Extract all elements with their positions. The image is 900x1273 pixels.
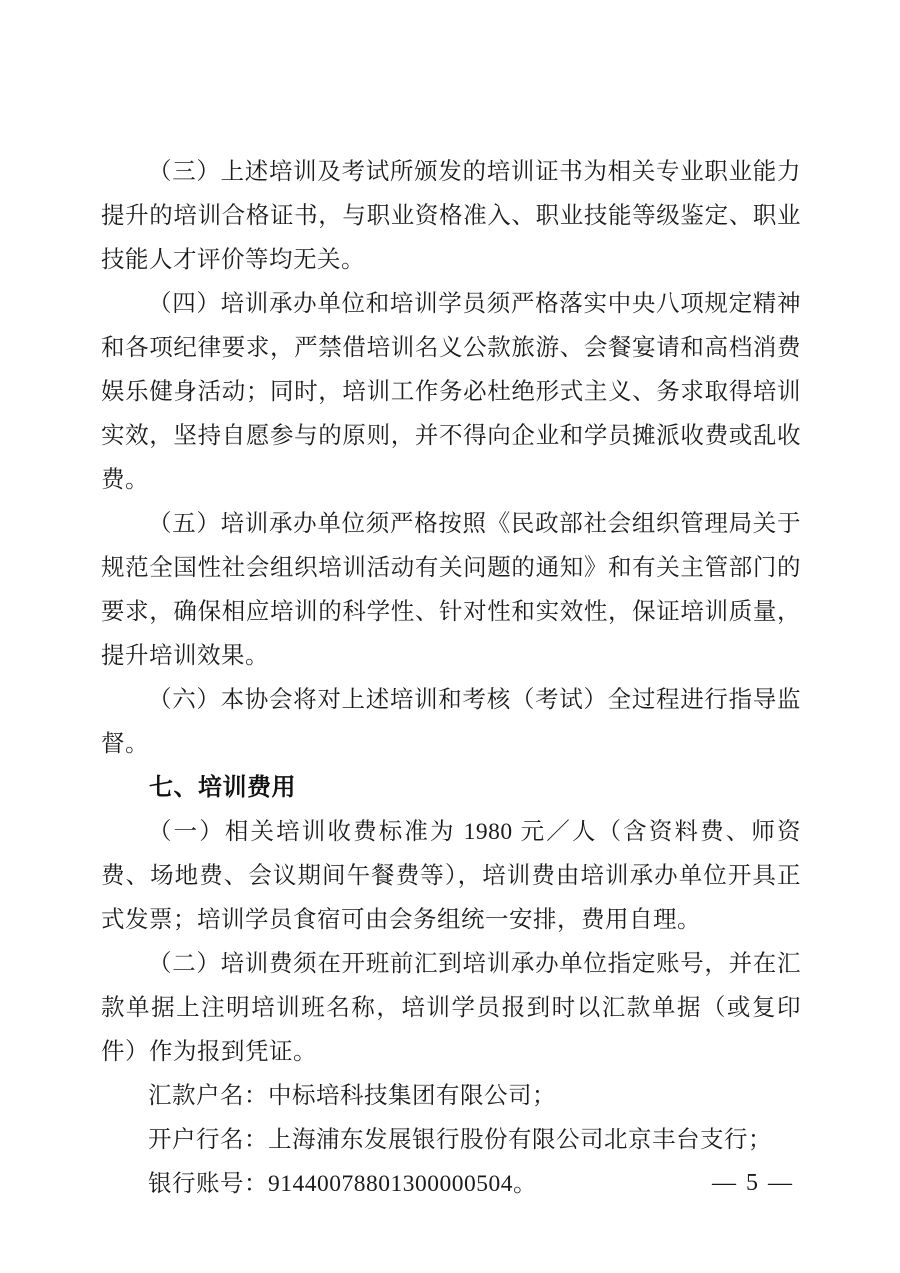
remittance-bank-name-line: 开户行名：上海浦东发展银行股份有限公司北京丰台支行； xyxy=(148,1127,772,1153)
paragraph-item-6-supervision: （六）本协会将对上述培训和考核（考试）全过程进行指导监督。 xyxy=(101,687,801,757)
paragraph-payment-instructions: （二）培训费须在开班前汇到培训承办单位指定账号，并在汇款单据上注明培训班名称，培训学员报到时以汇款单据（或复印件）作为报到凭证。 xyxy=(101,951,801,1065)
page-number: — 5 — xyxy=(712,1170,794,1196)
document-body xyxy=(101,150,801,1206)
paragraph-fee-standard: （一）相关培训收费标准为 1980 元／人（含资料费、师资费、场地费、会议期间午餐费等），培训费由培训承办单位开具正式发票；培训学员食宿可由会务组统一安排，费用自理。 xyxy=(101,819,801,933)
section-heading-training-fees: 七、培训费用 xyxy=(149,774,296,801)
remittance-account-name-line: 汇款户名：中标培科技集团有限公司； xyxy=(148,1083,556,1109)
paragraph-item-5-training-quality: （五）培训承办单位须严格按照《民政部社会组织管理局关于规范全国性社会组织培训活动有关问题的通知》和有关主管部门的要求，确保相应培训的科学性、针对性和实效性，保证培训质量，提升培训效果。 xyxy=(101,511,801,669)
remittance-account-number-line: 银行账号：91440078801300000504。 xyxy=(148,1171,537,1197)
paragraph-item-3-certificate-note: （三）上述培训及考试所颁发的培训证书为相关专业职业能力提升的培训合格证书，与职业资格准入、职业技能等级鉴定、职业技能人才评价等均无关。 xyxy=(101,159,801,273)
paragraph-item-4-discipline-rules: （四）培训承办单位和培训学员须严格落实中央八项规定精神和各项纪律要求，严禁借培训名义公款旅游、会餐宴请和高档消费娱乐健身活动；同时，培训工作务必杜绝形式主义、务求取得培训实效，坚持自愿参与的原则，并不得向企业和学员摊派收费或乱收费。 xyxy=(101,291,801,493)
